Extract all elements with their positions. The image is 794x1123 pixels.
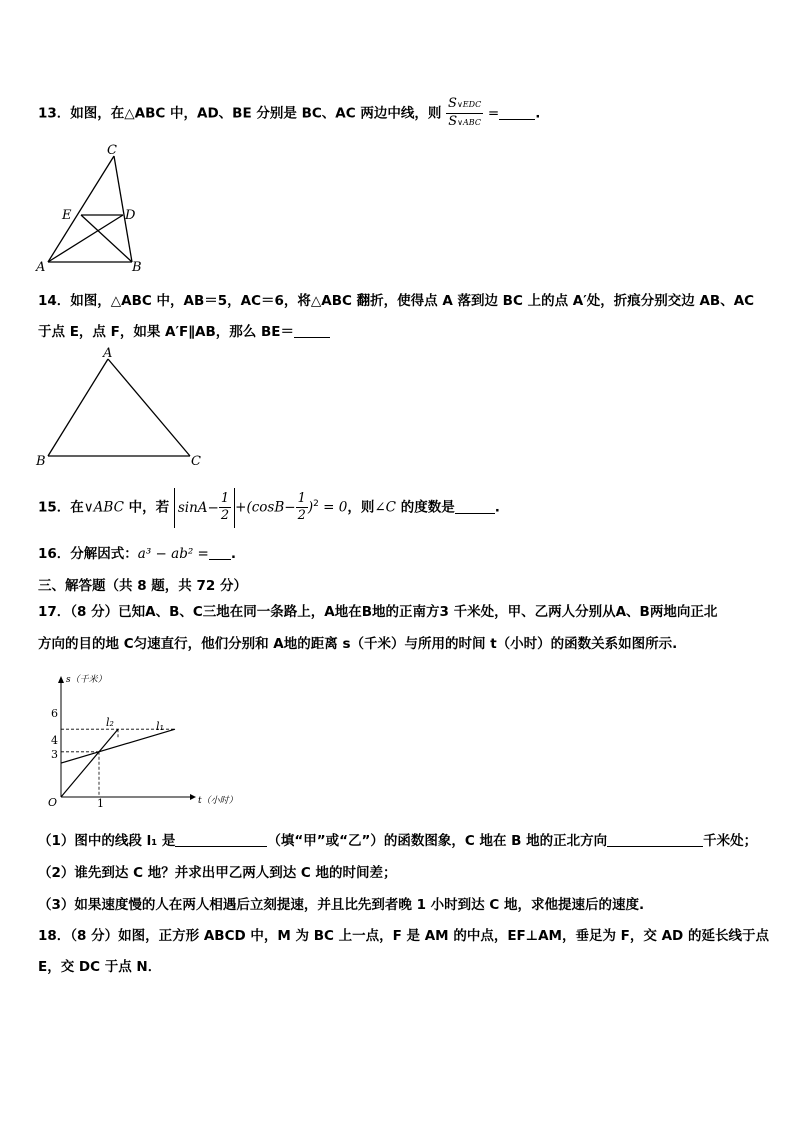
q17-part2: （2）谁先到达 C 地？并求出甲乙两人到达 C 地的时间差； (38, 865, 397, 881)
fig13-label-B: B (132, 260, 142, 275)
q15-half-2 (296, 491, 308, 524)
q16-a: 16．分解因式： (38, 546, 138, 562)
q15-half-2-den: 2 (297, 508, 306, 523)
q15-answer-blank (455, 499, 495, 514)
fig13-label-E: E (62, 208, 72, 223)
q14-answer-blank (294, 323, 330, 338)
q14-line1: 14．如图，△ABC 中，AB＝5，AC＝6，将△ABC 翻折，使得点 A 落到边 BC 上的点 A′处，折痕分别交边 AB、AC (38, 293, 755, 309)
graph17-tick-y6: 6 (51, 707, 58, 720)
graph17-tick-y4: 4 (51, 734, 58, 747)
q15-line (38, 484, 500, 528)
q17-line2: 方向的目的地 C匀速直行，他们分别和 A地的距离 s（千米）与所用的时间 t（小时）的函数关系如图所示. (38, 636, 678, 652)
q13-den-sub: ∨ABC (457, 118, 481, 127)
q13-eq: = (487, 105, 500, 122)
graph17-ylabel: s（千米） (66, 675, 107, 685)
fig13-label-C: C (107, 143, 117, 158)
graph17-origin: O (48, 796, 58, 809)
q17-p1-blank2 (607, 832, 703, 847)
q13-num: S (448, 96, 457, 111)
q15-sin: sinA− (177, 499, 219, 516)
section3-heading: 三、解答题（共 8 题，共 72 分） (38, 578, 247, 594)
q18-line2: E，交 DC 于点 N． (38, 959, 162, 975)
q17-p1-blank1 (175, 832, 267, 847)
q15-d: 的度数是 (396, 499, 455, 516)
q15-c: ，则 (347, 499, 375, 516)
q16-line (38, 545, 236, 563)
q15-eq0: = 0 (318, 499, 348, 516)
graph17-xlabel: t（小时） (198, 796, 238, 806)
q17-part1 (38, 832, 757, 850)
q15-triangle: ∨ABC (83, 499, 124, 516)
q18-line1: 18．（8 分）如图，正方形 ABCD 中，M 为 BC 上一点，F 是 AM 的中点，EF⊥AM，垂足为 F，交 AD 的延长线于点 (38, 928, 769, 944)
q17-graph (30, 668, 260, 820)
fig13-label-D: D (125, 208, 136, 223)
fig14-label-B: B (36, 454, 46, 469)
q13-num-sub: ∨EDC (456, 100, 482, 109)
graph17-tick-x1: 1 (97, 797, 104, 810)
q15-half-1-den: 2 (220, 508, 230, 523)
q15-plus-cos: +(cosB− (235, 499, 296, 516)
q15-a: 15．在 (38, 499, 84, 516)
q15-b: 中，若 (123, 499, 170, 516)
q15-half-1-num: 1 (220, 491, 230, 506)
q13-figure (30, 138, 150, 278)
q16-end: . (230, 546, 236, 562)
q15-square: 2 (313, 499, 319, 509)
q13-end: . (535, 105, 541, 122)
q15-abs (174, 488, 235, 528)
q17-p1-c: 千米处； (703, 833, 758, 849)
q13-fraction (446, 96, 483, 131)
fig14-label-C: C (191, 454, 201, 469)
q17-line1: 17．（8 分）已知A、B、C三地在同一条路上，A地在B地的正南方3 千米处，甲、乙两人分别从A、B两地向正北 (38, 604, 718, 620)
q15-half-2-num: 1 (297, 491, 306, 506)
graph17-label-l1: l₁ (156, 720, 164, 733)
q13-text: 13．如图，在△ABC 中，AD、BE 分别是 BC、AC 两边中线，则 (38, 105, 442, 122)
q13-answer-blank (499, 105, 535, 120)
q17-p1-a: （1）图中的线段 l₁ 是 (38, 833, 176, 849)
q17-p1-b: （填“甲”或“乙”）的函数图象，C 地在 B 地的正北方向 (267, 833, 608, 849)
fig14-label-A: A (103, 346, 113, 361)
q14-line2-a: 于点 E，点 F，如果 A′F∥AB，那么 BE＝ (38, 324, 294, 340)
graph17-series-2-line (61, 729, 118, 797)
q16-answer-blank (209, 545, 231, 560)
q17-part3: （3）如果速度慢的人在两人相遇后立刻提速，并且比先到者晚 1 小时到达 C 地，求他提速后的速度. (38, 897, 645, 913)
q14-figure (30, 344, 210, 472)
q15-close: ) (307, 499, 314, 516)
q15-half-1 (219, 491, 231, 524)
q15-end: . (494, 499, 500, 516)
q15-angle: ∠C (374, 499, 397, 516)
q13-line (38, 96, 540, 131)
q13-den: S (448, 114, 458, 129)
graph17-tick-y3: 3 (51, 748, 58, 761)
q14-line2 (38, 323, 330, 341)
fig13-label-A: A (36, 260, 46, 275)
q16-expr: a³ − ab² = (137, 546, 209, 562)
graph17-label-l2: l₂ (106, 716, 114, 729)
